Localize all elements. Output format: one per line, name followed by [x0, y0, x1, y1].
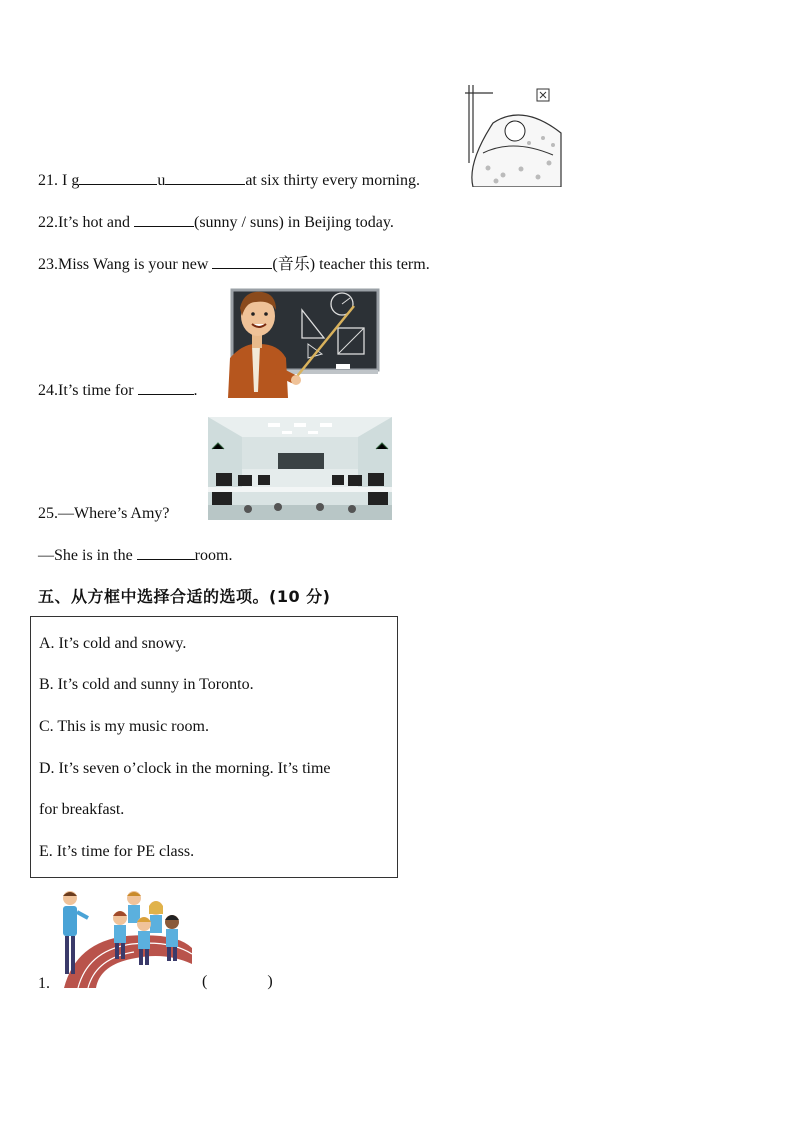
- boy-waking-in-bed-picture: [463, 83, 563, 187]
- item-1-paren-open: (: [202, 973, 208, 990]
- section-heading: 五、从方框中选择合适的选项。(10 分): [38, 587, 331, 606]
- q22-text-end: (sunny / suns) in Beijing today.: [194, 214, 394, 231]
- question-21: [38, 170, 420, 191]
- q25b-text-end: room.: [194, 547, 233, 564]
- options-box: [30, 616, 398, 878]
- q21-text-end: at six thirty every morning.: [245, 172, 420, 189]
- teacher-at-blackboard-picture: [224, 288, 380, 398]
- pe-class-running-track-picture: [56, 888, 196, 990]
- q25-text: 25.—Where’s Amy?: [38, 505, 170, 522]
- item-1-answer[interactable]: [202, 972, 273, 992]
- option-d: D. It’s seven o’clock in the morning. It’s time: [39, 760, 331, 777]
- item-1-paren-close: ): [267, 973, 273, 990]
- q24-blank[interactable]: [138, 380, 194, 395]
- q25b-text-start: —She is in the: [38, 547, 137, 564]
- q22-blank[interactable]: [134, 212, 194, 227]
- q24-text-end: .: [193, 382, 198, 399]
- q21-blank-1[interactable]: [79, 170, 157, 185]
- question-23: [38, 254, 430, 275]
- q21-text-mid: u: [157, 172, 166, 189]
- option-d-continued: for breakfast.: [39, 801, 125, 818]
- q23-blank[interactable]: [212, 254, 272, 269]
- q25-blank[interactable]: [137, 545, 195, 560]
- q21-blank-2[interactable]: [165, 170, 245, 185]
- item-1-number: 1.: [38, 975, 50, 992]
- question-22: [38, 212, 394, 233]
- option-c: C. This is my music room.: [39, 718, 209, 735]
- q22-text-start: 22.It’s hot and: [38, 214, 134, 231]
- question-25-answer: [38, 545, 232, 566]
- item-1: [38, 974, 50, 994]
- q23-text-end: (音乐) teacher this term.: [272, 256, 430, 273]
- question-25: [38, 504, 170, 524]
- q24-text-start: 24.It’s time for: [38, 382, 138, 399]
- computer-room-picture: [208, 417, 392, 520]
- option-e: E. It’s time for PE class.: [39, 843, 195, 860]
- question-24: [38, 380, 198, 401]
- q21-text-start: 21. I g: [38, 172, 80, 189]
- option-a: A. It’s cold and snowy.: [39, 635, 187, 652]
- q23-text-start: 23.Miss Wang is your new: [38, 256, 213, 273]
- option-b: B. It’s cold and sunny in Toronto.: [39, 676, 254, 693]
